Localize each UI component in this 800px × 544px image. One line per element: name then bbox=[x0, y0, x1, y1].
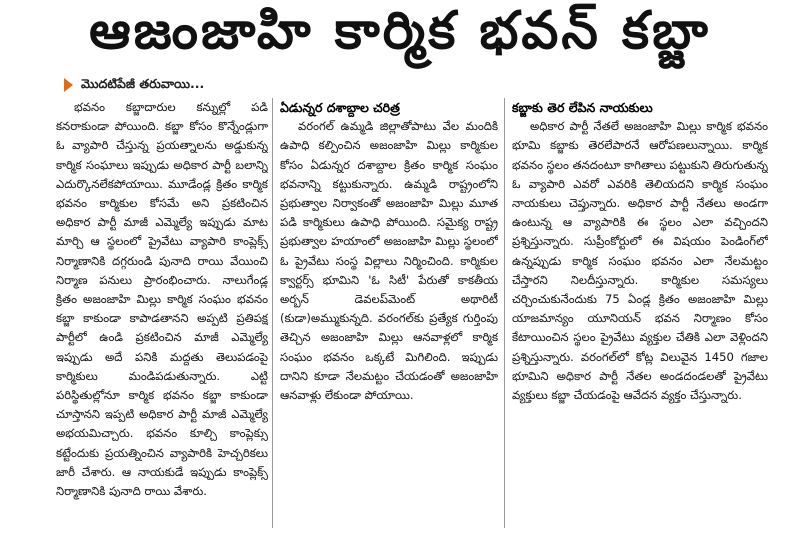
headline: ఆజంజాహి కార్మిక భవన్ కబ్జా bbox=[89, 0, 711, 61]
paragraph: వరంగల్ ఉమ్మడి జిల్లాతోపాటు వేల మందికి ఉపాధి కల్పించిన అజంజాహి మిల్లు కార్మికుల కోసం ఏడున్నర దశాబ్దాల క్రితం కార్మిక సంఘం భవనాన్ని కట్టుకున్నారు. ఉమ్మడి రాష్ట్రంలోని ప్రభుత్వాల నిర్వాకంతో అజంజాహి మిల్లు మూత పడి కార్మికులు ఉపాధి పోయింది. సమైక్య రాష్ట్ర ప్రభుత్వాల హయాంలో అజంజాహి మిల్లు స్థలంలో ఓ ప్రైవేటు సంస్థ విల్లాలు నిర్మించింది. కార్మికుల క్వార్టర్స్ భూమిని 'ఓ సిటీ' పేరుతో కాకతీయ అర్బన్ డెవలప్‌మెంట్ అథారిటీ (కుడా)అమ్ముకున్నది. వరంగల్‌కు ప్రత్యేక గుర్తింపు తెచ్చిన అజంజాహి మిల్లు ఆనవాళ్లలో కార్మిక సంఘం భవనం ఒక్కటే మిగిలింది. ఇప్పుడు దానిని కూడా నేలమట్టం చేయడంతో అజంజాహి ఆనవాళ్లు లేకుండా పోయాయి. bbox=[280, 119, 498, 403]
headline-block bbox=[0, 0, 800, 74]
paragraph: భవనం కబ్జాదారుల కన్నుల్లో పడి కనరాకుండా పోయింది. కబ్జా కోసం కొన్నేండ్లుగా ఓ వ్యాపారి చేస్తున్న ప్రయత్నాలను అడ్డుకున్న కార్మిక సంఘాలు ఇప్పుడు అధికార పార్టీ బలాన్ని ఎదుర్కొనలేకపోయాయి. మూడేండ్ల క్రితం కార్మిక భవనం కార్మికుల కోసమే అని ప్రకటించిన అధికార పార్టీ మాజీ ఎమ్మెల్యే ఇప్పుడు మాట మార్చి ఆ స్థలంలో ప్రైవేటు వ్యాపారి కాంప్లెక్స్ నిర్మాణానికి దగ్గరుండి పునాది రాయి వేయించి నిర్మాణ పనులు ప్రారంభించారు. నాలుగేండ్ల క్రితం అజంజాహి మిల్లు కార్మిక సంఘం భవనం కబ్జా కాకుండా కాపాడతానని అప్పటి ప్రతిపక్ష పార్టీలో ఉండి ప్రకటించిన మాజీ ఎమ్మెల్యే ఇప్పుడు అదే పనికి మద్దతు తెలుపడంపై కార్మికులు మండిపడుతున్నారు. ఎట్టి పరిస్థితుల్లోనూ కార్మిక భవనం కబ్జా కాకుండా చూస్తానని ఇప్పటి అధికార పార్టీ మాజీ ఎమ్మెల్యే అభయమిచ్చారు. భవనం కూల్చి కాంప్లెక్సు కట్టేందుకు ప్రయత్నించిన వ్యాపారికి హెచ్చరికలు జారీ చేశారు. ఆ నాయకుడే ఇప్పుడు కాంప్లెక్స్ నిర్మాణానికి పునాది రాయి వేశారు. bbox=[56, 100, 268, 499]
chevron-right-icon bbox=[64, 78, 73, 92]
kicker bbox=[64, 74, 204, 96]
paragraph: అధికార పార్టీ నేతలే అజంజాహి మిల్లు కార్మిక భవనం భూమి కబ్జాకు తెరలేపారనే ఆరోపణలున్నాయి. కార్మిక భవనం స్థలం తనదంటూ కాగితాలు పట్టుకుని తిరుగుతున్న ఓ వ్యాపారి ఎవరో ఎవరికి తెలియదని కార్మిక సంఘం నాయకులు చెప్తున్నారు. అధికార పార్టీ నేతలు అండగా ఉంటున్న ఆ వ్యాపారికి ఈ స్థలం ఎలా వచ్చిందని ప్రశ్నిస్తున్నారు. సుప్రీంకోర్టులో ఈ విషయం పెండింగ్‌లో ఉన్నప్పుడు కార్మిక సంఘం భవనం ఎలా నేలమట్టం చేస్తారని నిలదీస్తున్నారు. కార్మికుల సమస్యలు చర్చించుకునేందుకు 75 ఏండ్ల క్రితం అజంజాహి మిల్లు యాజమాన్యం యూనియన్ భవన నిర్మాణం కోసం కేటాయించిన స్థలం ప్రైవేటు వ్యక్తుల చేతికి ఎలా వెళ్లిందని ప్రశ్నిస్తున్నారు. వరంగల్‌లో కోట్ల విలువైన 1450 గజాల భూమిని అధికార పార్టీ నేతల అండదండలతో ప్రైవేటు వ్యక్తులు కబ్జా చేయడంపై ఆవేదన వ్యక్తం చేస్తున్నారు. bbox=[512, 119, 768, 403]
column-divider bbox=[272, 98, 273, 528]
article-column-3 bbox=[512, 98, 768, 538]
section-subhead: ఏడున్నర దశాబ్దాల చరిత్ర bbox=[280, 100, 400, 115]
section-subhead: కబ్జాకు తెర లేపిన నాయకులు bbox=[512, 100, 653, 115]
kicker-text: మొదటిపేజీ తరువాయి... bbox=[81, 75, 205, 91]
column-divider bbox=[504, 98, 505, 528]
article-column-1 bbox=[56, 98, 268, 538]
article-column-2 bbox=[280, 98, 498, 538]
